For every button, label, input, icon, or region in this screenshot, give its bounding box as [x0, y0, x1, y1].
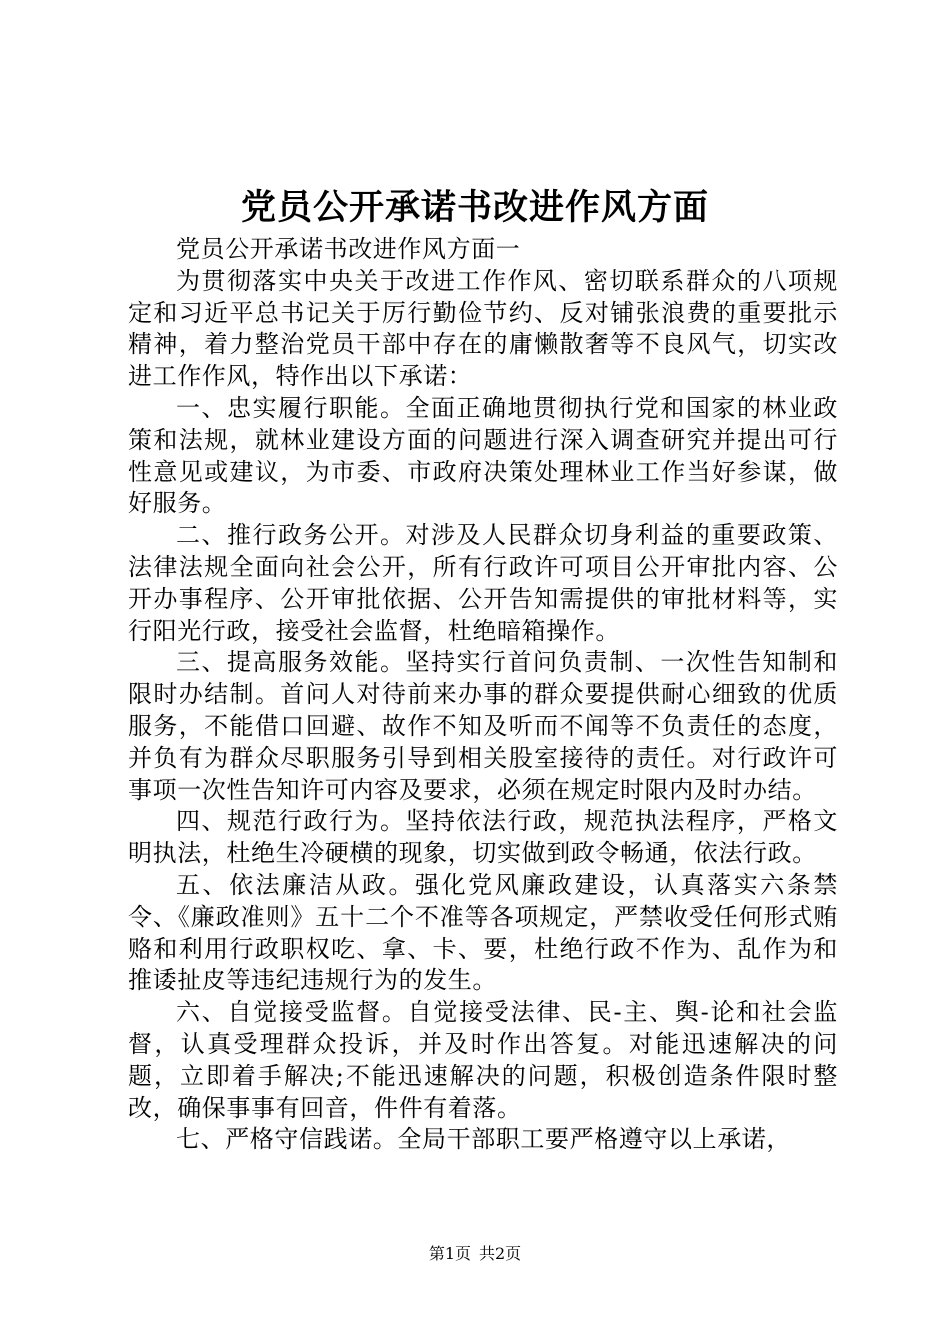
- page-footer: [0, 1243, 950, 1265]
- commitment-paragraph-6: 六、自觉接受监督。自觉接受法律、民-主、舆-论和社会监督，认真受理群众投诉，并及时作出答复。对能迅速解决的问题，立即着手解决;不能迅速解决的问题，积极创造条件限时整改，确保事事有回音，件件有着落。: [128, 998, 838, 1122]
- commitment-paragraph-5: 五、依法廉洁从政。强化党风廉政建设，认真落实六条禁令、《廉政准则》五十二个不准等各项规定，严禁收受任何形式贿赂和利用行政职权吃、拿、卡、要，杜绝行政不作为、乱作为和推诿扯皮等违纪违规行为的发生。: [128, 870, 838, 995]
- subtitle-paragraph: 党员公开承诺书改进作风方面一: [176, 235, 521, 263]
- commitment-paragraph-2: 二、推行政务公开。对涉及人民群众切身利益的重要政策、法律法规全面向社会公开，所有行政许可项目公开审批内容、公开办事程序、公开审批依据、公开告知需提供的审批材料等，实行阳光行政，接受社会监督，杜绝暗箱操作。: [128, 521, 838, 645]
- page-number: 第1页: [428, 1244, 471, 1263]
- commitment-paragraph-3: 三、提高服务效能。坚持实行首问负责制、一次性告知制和限时办结制。首问人对待前来办事的群众要提供耐心细致的优质服务，不能借口回避、故作不知及听而不闻等不负责任的态度，并负有为群众尽职服务引导到相关股室接待的责任。对行政许可事项一次性告知许可内容及要求，必须在规定时限内及时办结。: [128, 648, 838, 804]
- commitment-paragraph-4: 四、规范行政行为。坚持依法行政，规范执法程序，严格文明执法，杜绝生冷硬横的现象，切实做到政令畅通，依法行政。: [128, 807, 838, 868]
- intro-paragraph: 为贯彻落实中央关于改进工作作风、密切联系群众的八项规定和习近平总书记关于厉行勤俭节约、反对铺张浪费的重要批示精神，着力整治党员干部中存在的庸懒散奢等不良风气，切实改进工作作风，特作出以下承诺：: [128, 266, 838, 391]
- document-body: [128, 234, 838, 1156]
- commitment-paragraph-1: 一、忠实履行职能。全面正确地贯彻执行党和国家的林业政策和法规，就林业建设方面的问题进行深入调查研究并提出可行性意见或建议，为市委、市政府决策处理林业工作当好参谋，做好服务。: [128, 393, 838, 518]
- document-title: 党员公开承诺书改进作风方面: [240, 187, 709, 228]
- page-total: 共2页: [479, 1244, 522, 1263]
- commitment-paragraph-7: 七、严格守信践诺。全局干部职工要严格遵守以上承诺，: [176, 1125, 791, 1154]
